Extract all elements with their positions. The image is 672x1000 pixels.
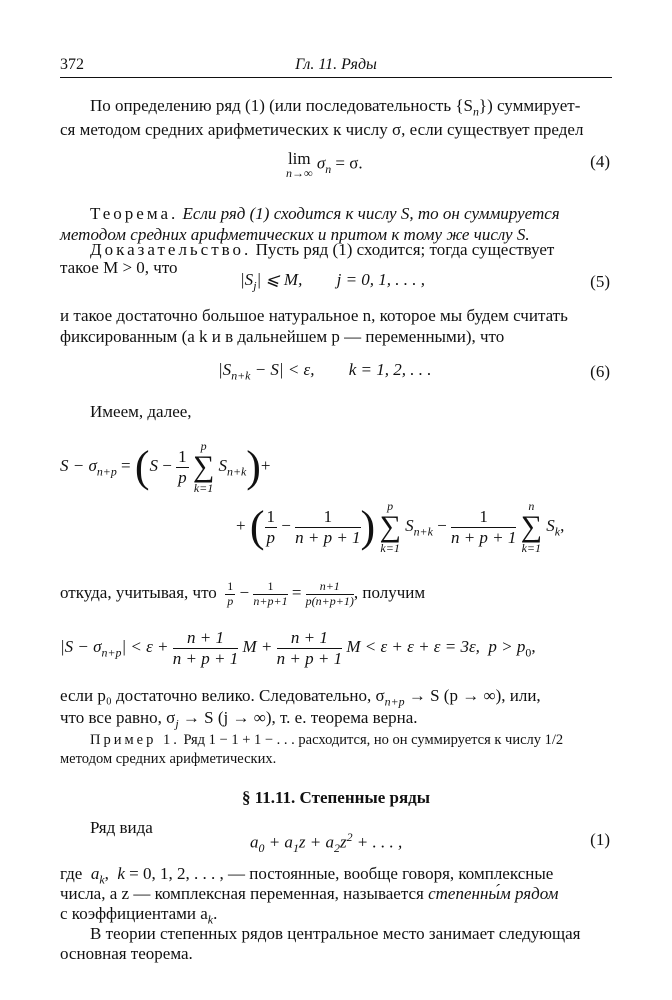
- equation-7-line-1: $S - \sigma_{n+p} = (S$ − $\frac{1}{p}$ p ∑ k=1 $S_{n+k})+$: [60, 439, 271, 495]
- section-heading: § 11.11. Степенные ряды: [241, 788, 431, 807]
- equation-5-number: (5): [590, 272, 610, 291]
- example-line-1: Пример 1. Ряд 1 − 1 + 1 − . . . расходится, но он суммируется к числу 1/2: [90, 732, 564, 748]
- power-series-equation: $a_0 + a_1z + a_2z^2$ + . . . ,: [250, 830, 403, 856]
- paragraph-4: откуда, учитывая, что $\frac{1}{p}$ − $\frac{1}{n+p+1}$ = $\frac{n+1}{p(n+p+1)}$ , получим: [60, 579, 426, 608]
- paragraph-8-line-2: основная теорема.: [60, 944, 193, 963]
- chapter-title: Гл. 11. Ряды: [295, 56, 377, 73]
- equation-7-line-2: + ( $\frac{1}{p}$ − $\frac{1}{n + p + 1}$ ) p ∑ k=1 $S_{n+k}$ − $\frac{1}{n + p + 1}$ n ∑ k=1 $S_k$,: [236, 499, 565, 555]
- equation-6-number: (6): [590, 362, 610, 381]
- header-rule: [60, 77, 612, 78]
- example-line-2: методом средних арифметических.: [60, 751, 277, 767]
- page-number: 372: [60, 56, 84, 73]
- equation-8: $|S - \sigma_{n+p}| < \varepsilon$ + $\frac{n + 1}{n + p + 1}$ M + $\frac{n + 1}{n + p + 1}$ M < ε + ε + ε = 3ε, $p > p_0$,: [60, 628, 536, 668]
- paragraph-1-line-2: ся методом средних арифметических к числу σ, если существует предел: [60, 120, 584, 139]
- theorem-line-2: методом средних арифметических и притом к тому же числу S.: [60, 225, 530, 244]
- equation-5: $|S_j|$ ⩽ M, j = 0, 1, . . . ,: [240, 270, 426, 293]
- equation-4: lim n→∞ $\sigma_n = \sigma$.: [286, 149, 363, 180]
- power-series-equation-number: (1): [590, 830, 610, 849]
- paragraph-5-line-2: что все равно, $\sigma_j \to S$ (j → ∞), т. е. теорема верна.: [60, 708, 418, 731]
- paragraph-3: Имеем, далее,: [90, 402, 192, 421]
- paragraph-6: Ряд вида: [90, 818, 153, 837]
- paragraph-2-line-2: фиксированным (а k и в дальнейшем p — переменными), что: [60, 327, 505, 346]
- paragraph-7-line-3: с коэффициентами $a_k$.: [60, 904, 218, 927]
- paragraph-2-line-1: и такое достаточно большое натуральное n, которое мы будем считать: [60, 306, 568, 325]
- equation-4-number: (4): [590, 152, 610, 171]
- proof-line-2: такое M > 0, что: [60, 258, 178, 277]
- paragraph-7-line-2: числа, а z — комплексная переменная, называется степенны́м рядом: [60, 884, 559, 903]
- paragraph-7-line-1: где $a_k$, k = 0, 1, 2, . . . , — постоянные, вообще говоря, комплексные: [60, 864, 554, 887]
- paragraph-5-line-1: если p₀ достаточно велико. Следовательно, $\sigma_{n+p} \to S$ (p → ∞), или,: [60, 686, 541, 709]
- theorem-line-1: Теорема. Если ряд (1) сходится к числу S, то он суммируется: [90, 204, 560, 223]
- proof-line-1: Доказательство. Пусть ряд (1) сходится; тогда существует: [90, 240, 555, 259]
- paragraph-1-line-1: По определению ряд (1) (или последовательность $\{S_n\}$) суммирует-: [90, 96, 581, 119]
- equation-6: $|S_{n+k} - S| < \varepsilon$, k = 1, 2, . . .: [218, 360, 432, 383]
- paragraph-8-line-1: В теории степенных рядов центральное место занимает следующая: [90, 924, 581, 943]
